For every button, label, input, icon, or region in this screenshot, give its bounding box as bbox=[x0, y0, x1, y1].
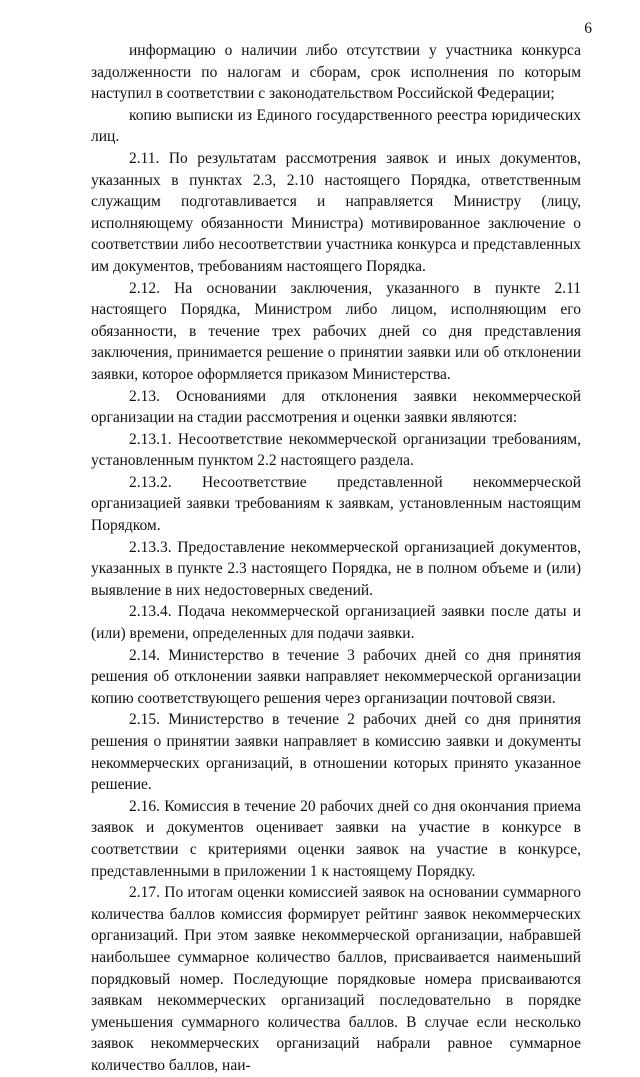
paragraph-2-13-1: 2.13.1. Несоответствие некоммерческой организации требованиям, установленным пунктом 2.2 настоящего раздела. bbox=[91, 430, 581, 470]
paragraph-2-13-3: 2.13.3. Предоставление некоммерческой организацией документов, указанных в пункте 2.3 настоящего Порядка, не в полном объеме и (или) выявление в них недостоверных сведений. bbox=[91, 538, 581, 599]
paragraph-2-13: 2.13. Основаниями для отклонения заявки некоммерческой организации на стадии рассмотрения и оценки заявки являются: bbox=[91, 387, 581, 427]
paragraph-2-12: 2.12. На основании заключения, указанного в пункте 2.11 настоящего Порядка, Министром либо лицом, исполняющим его обязанности, в течение трех рабочих дней со дня представления заключения, принимается решение о принятии заявки или об отклонении заявки, которое оформляется приказом Министерства. bbox=[91, 279, 581, 383]
paragraph-2-16: 2.16. Комиссия в течение 20 рабочих дней со дня окончания приема заявок и документов оценивает заявки на участие в конкурсе в соответствии с критериями оценки заявок на участие в конкурсе, представленными в приложении 1 к настоящему Порядку. bbox=[91, 797, 581, 880]
paragraph-2-11: 2.11. По результатам рассмотрения заявок и иных документов, указанных в пунктах 2.3, 2.10 настоящего Порядка, ответственным служащим подготавливается и направляется Министру (лицу, исполняющему обязанности Министра) мотивированное заключение о соответствии либо несоответствии участника конкурса и представленных им документов, требованиям настоящего Порядка. bbox=[91, 149, 581, 275]
page-number: 6 bbox=[584, 20, 592, 37]
paragraph-2-14: 2.14. Министерство в течение 3 рабочих дней со дня принятия решения об отклонении заявки направляет некоммерческой организации копию соответствующего решения через организации почтовой связи. bbox=[91, 646, 581, 707]
paragraph-2-15: 2.15. Министерство в течение 2 рабочих дней со дня принятия решения о принятии заявки направляет в комиссию заявки и документы некоммерческих организаций, в отношении которых принято указанное решение. bbox=[91, 711, 581, 794]
paragraph-2-13-2: 2.13.2. Несоответствие представленной некоммерческой организацией заявки требованиям к заявкам, установленным настоящим Порядком. bbox=[91, 473, 581, 535]
paragraph-registry-extract: копию выписки из Единого государственного реестра юридических лиц. bbox=[91, 106, 581, 146]
document-body bbox=[91, 40, 581, 1077]
paragraph-2-13-4: 2.13.4. Подача некоммерческой организацией заявки после даты и (или) времени, определенных для подачи заявки. bbox=[91, 603, 581, 643]
paragraph-2-17: 2.17. По итогам оценки комиссией заявок на основании суммарного количества баллов комиссия формирует рейтинг заявок некоммерческих организаций. При этом заявке некоммерческой организации, набравшей наибольшее суммарное количество баллов, присваивается наименьший порядковый номер. Последующие порядковые номера присваиваются заявкам некоммерческих организаций последовательно в порядке уменьшения суммарного количества баллов. В случае если несколько заявок некоммерческих организаций набрали равное суммарное количество баллов, наи- bbox=[91, 884, 581, 1074]
paragraph-debt-info: информацию о наличии либо отсутствии у участника конкурса задолженности по налогам и сборам, срок исполнения по которым наступил в соответствии с законодательством Российской Федерации; bbox=[91, 42, 581, 103]
